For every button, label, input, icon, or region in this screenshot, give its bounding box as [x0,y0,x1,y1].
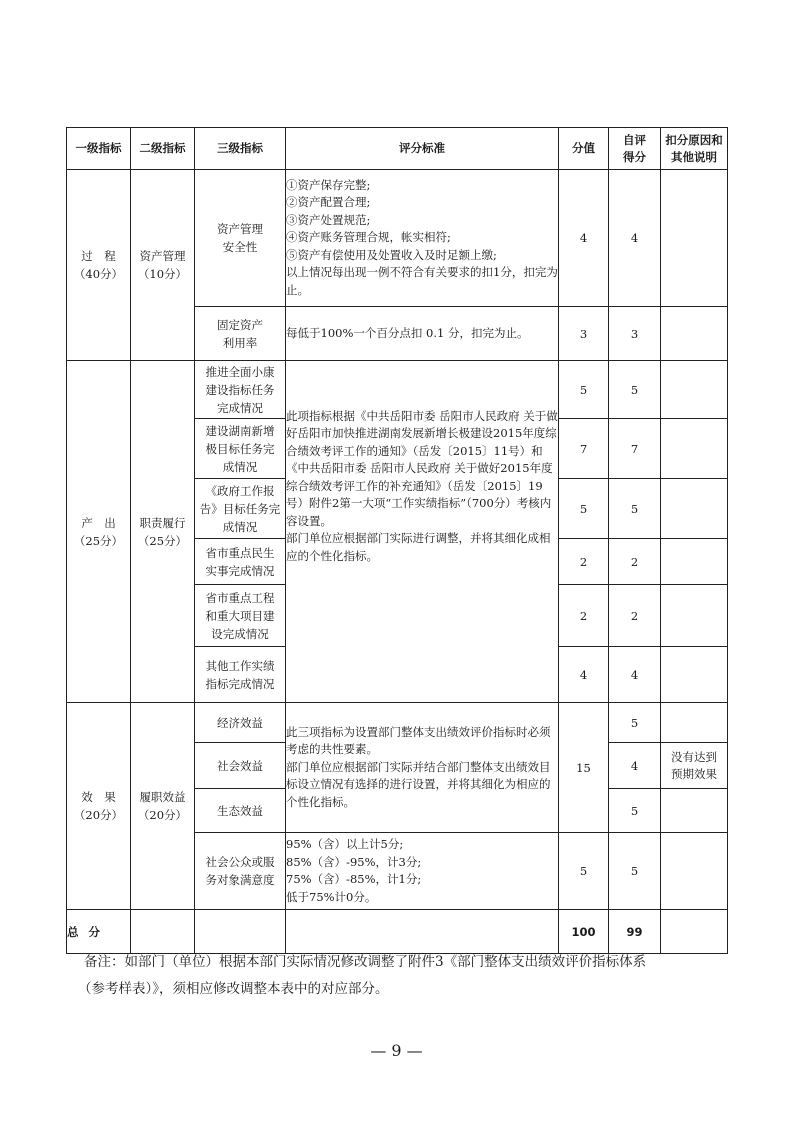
criteria-cell: ①资产保存完整; ②资产配置合理; ③资产处置规范; ④资产账务管理合规，帐实相符; ⑤资产有偿使用及处置收入及时足额上缴; 以上情况每出现一例不符合有关要求的扣1分，扣完为止。 [286,170,559,307]
remark-line-1: 备注：如部门（单位）根据本部门实际情况修改调整了附件3《部门整体支出绩效评价指标体系 [84,954,647,970]
note-cell [661,419,728,479]
note-cell [661,307,728,361]
self-score-cell: 3 [609,307,661,361]
total-label: 总分 [67,910,131,954]
level3-cell: 生态效益 [195,789,286,833]
level2-asset-management: 资产管理 （10分） [131,170,195,361]
self-score-cell: 7 [609,419,661,479]
level2-duty-performance: 职责履行 （25分） [131,361,195,703]
level2-duty-benefit: 履职效益 （20分） [131,703,195,910]
level3-cell: 其他工作实绩 指标完成情况 [195,647,286,703]
self-score-cell: 4 [609,743,661,789]
empty-cell [286,910,559,954]
level3-cell: 建设湖南新增 极目标任务完 成情况 [195,419,286,479]
score-cell-effect-group: 15 [559,703,609,833]
note-cell [661,479,728,539]
empty-cell [661,910,728,954]
header-row [67,128,728,170]
page-number: — 9 — [370,1041,423,1060]
note-cell [661,361,728,419]
note-cell [661,539,728,585]
header-score: 分值 [559,128,609,170]
table-row [67,703,728,743]
criteria-cell: 95%（含）以上计5分; 85%（含）-95%，计3分; 75%（含）-85%，计1分; 低于75%计0分。 [286,833,559,910]
criteria-cell: 每低于100%一个百分点扣 0.1 分，扣完为止。 [286,307,559,361]
score-cell: 3 [559,307,609,361]
score-cell: 5 [559,479,609,539]
self-score-cell: 5 [609,479,661,539]
level3-cell: 资产管理 安全性 [195,170,286,307]
header-self-score: 自评 得分 [609,128,661,170]
empty-cell [131,910,195,954]
table-row [67,361,728,419]
level3-cell: 《政府工作报 告》目标任务完 成情况 [195,479,286,539]
header-note: 扣分原因和 其他说明 [661,128,728,170]
note-cell [661,703,728,743]
table-row [67,170,728,307]
remark-line-2: （参考样表）》，须相应修改调整本表中的对应部分。 [78,981,389,997]
score-cell: 4 [559,647,609,703]
empty-cell [195,910,286,954]
note-cell [661,789,728,833]
self-score-cell: 2 [609,539,661,585]
level1-output: 产 出 （25分） [67,361,131,703]
level3-cell: 社会效益 [195,743,286,789]
self-score-cell: 5 [609,703,661,743]
header-level3: 三级指标 [195,128,286,170]
level3-cell: 经济效益 [195,703,286,743]
self-score-cell: 5 [609,833,661,910]
self-score-cell: 4 [609,170,661,307]
note-cell: 没有达到 预期效果 [661,743,728,789]
total-row [67,910,728,954]
note-cell [661,170,728,307]
level3-cell: 省市重点民生 实事完成情况 [195,539,286,585]
level3-cell: 固定资产 利用率 [195,307,286,361]
self-score-cell: 4 [609,647,661,703]
remark [78,949,724,1003]
score-cell: 2 [559,539,609,585]
self-score-cell: 5 [609,789,661,833]
level3-cell: 推进全面小康 建设指标任务 完成情况 [195,361,286,419]
score-cell: 5 [559,361,609,419]
level1-process: 过 程 （40分） [67,170,131,361]
header-level2: 二级指标 [131,128,195,170]
self-score-cell: 2 [609,585,661,647]
header-level1: 一级指标 [67,128,131,170]
level3-cell: 社会公众或服 务对象满意度 [195,833,286,910]
score-cell: 5 [559,833,609,910]
score-cell: 7 [559,419,609,479]
score-cell: 2 [559,585,609,647]
self-score-cell: 5 [609,361,661,419]
header-criteria: 评分标准 [286,128,559,170]
score-cell: 4 [559,170,609,307]
total-self-score: 99 [609,910,661,954]
level3-cell: 省市重点工程 和重大项目建 设完成情况 [195,585,286,647]
evaluation-table [66,127,728,954]
criteria-cell-output: 此项指标根据《中共岳阳市委 岳阳市人民政府 关于做好岳阳市加快推进湖南发展新增长极建设2015年度综合绩效考评工作的通知》（岳发〔2015〕11号）和《中共岳阳市委 岳阳市人民政府 关于做好2015年度综合绩效考评工作的补充通知》（岳发〔2015〕19号）附件2第一大项“工作实绩指标”（700分）考核内容设置。 部门单位应根据部门实际进行调整，并将其细化成相应的个性化指标。 [286,361,559,703]
note-cell [661,647,728,703]
note-cell [661,833,728,910]
criteria-cell-effect: 此三项指标为设置部门整体支出绩效评价指标时必须考虑的共性要素。 部门单位应根据部门实际并结合部门整体支出绩效目标设立情况有选择的进行设置，并将其细化为相应的个性化指标。 [286,703,559,833]
note-cell [661,585,728,647]
level1-effect: 效 果 （20分） [67,703,131,910]
total-score: 100 [559,910,609,954]
